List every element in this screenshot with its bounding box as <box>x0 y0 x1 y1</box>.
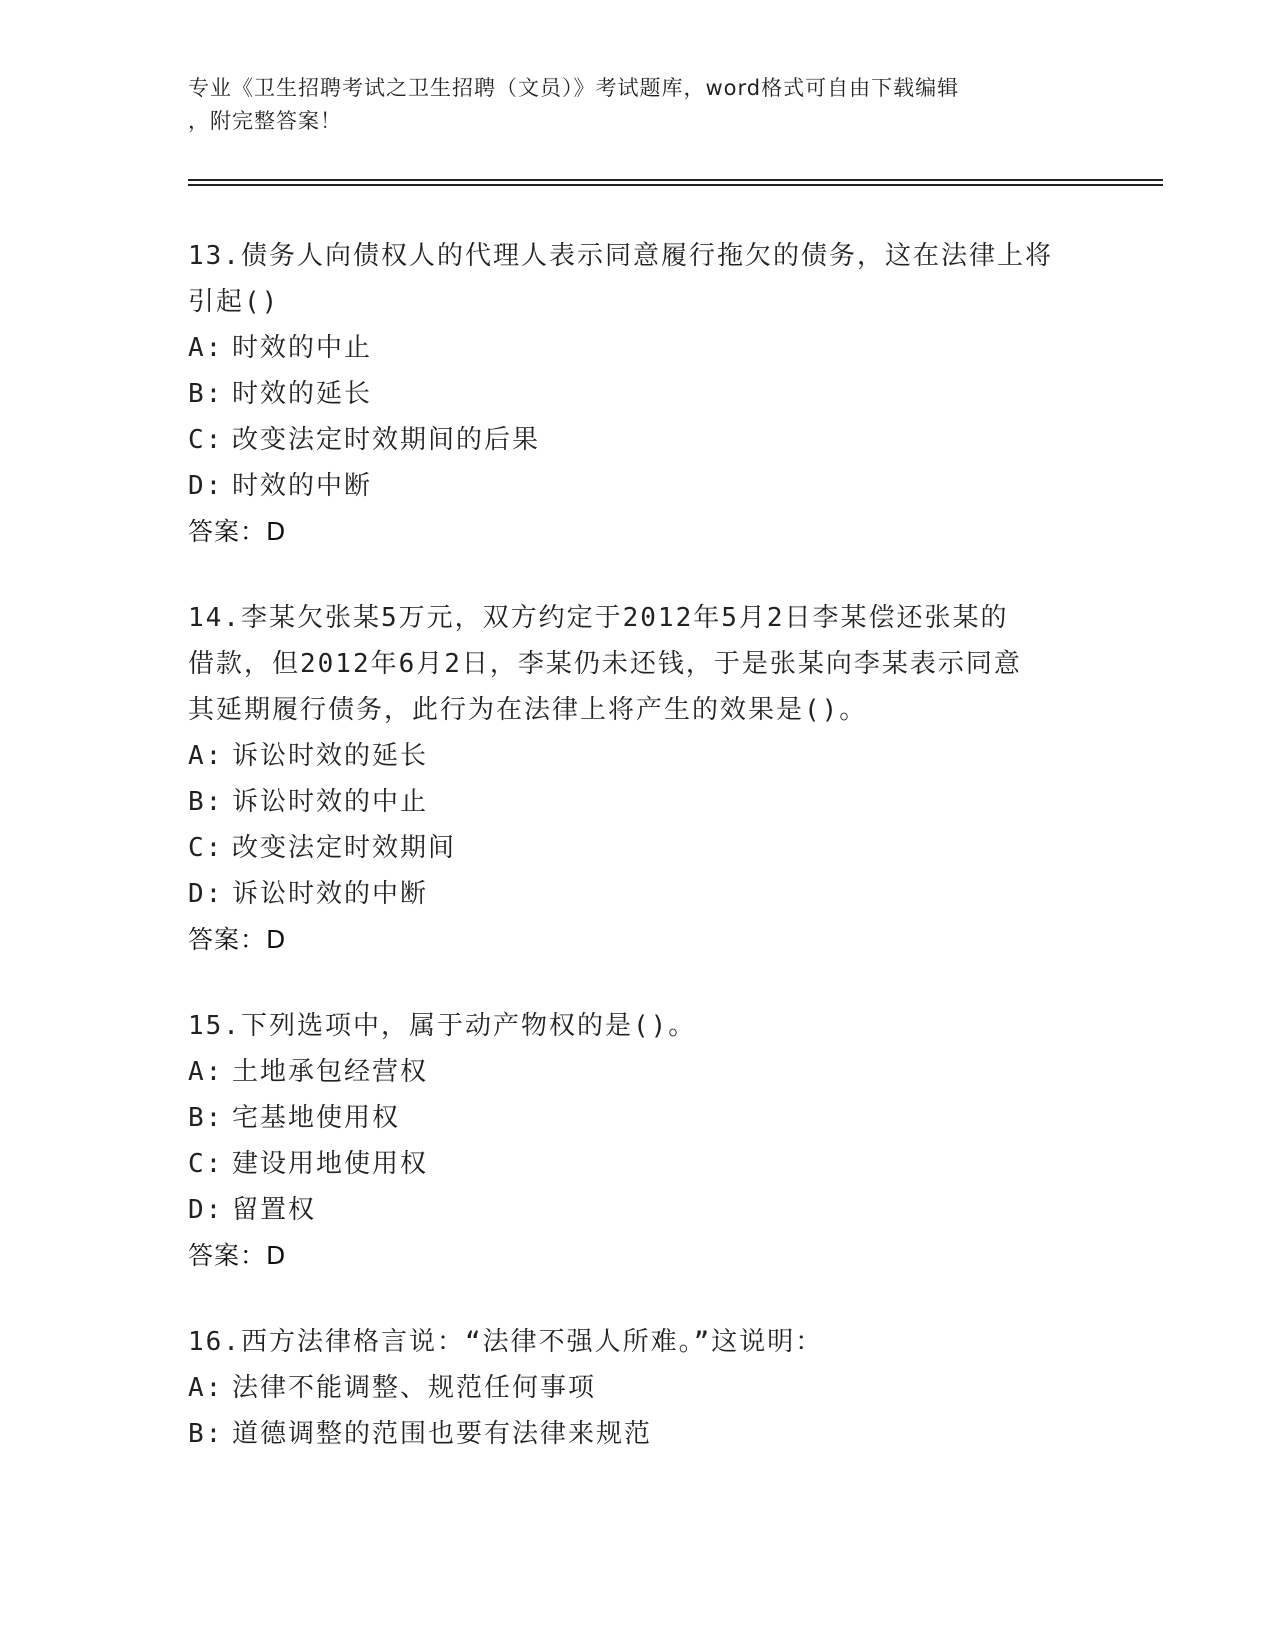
option-label: D: <box>188 879 224 909</box>
question-13 <box>188 233 1088 555</box>
question-stem-line: 13.债务人向债权人的代理人表示同意履行拖欠的债务，这在法律上将 <box>188 241 1053 271</box>
header-divider-top <box>188 179 1163 181</box>
option-b <box>188 371 1088 417</box>
option-text: 时效的延长 <box>232 379 373 409</box>
option-d <box>188 463 1088 509</box>
option-d <box>188 1187 1088 1233</box>
answer-line: 答案：D <box>188 517 287 546</box>
option-a <box>188 1365 1088 1411</box>
option-c <box>188 1141 1088 1187</box>
option-a <box>188 1049 1088 1095</box>
option-a <box>188 733 1088 779</box>
option-label: C: <box>188 425 224 455</box>
question-stem-line: 其延期履行债务，此行为在法律上将产生的效果是()。 <box>188 695 868 725</box>
answer-line: 答案：D <box>188 925 287 954</box>
document-header <box>188 72 1068 138</box>
question-list <box>188 233 1088 1497</box>
option-a <box>188 325 1088 371</box>
header-divider-bottom <box>188 184 1163 186</box>
option-c <box>188 825 1088 871</box>
option-label: B: <box>188 787 224 817</box>
option-label: C: <box>188 1149 224 1179</box>
option-b <box>188 1411 1088 1457</box>
option-b <box>188 779 1088 825</box>
option-text: 诉讼时效的中断 <box>232 879 429 909</box>
question-stem-line: 引起() <box>188 287 280 317</box>
question-stem-line: 借款，但2012年6月2日，李某仍未还钱，于是张某向李某表示同意 <box>188 649 1022 679</box>
option-text: 土地承包经营权 <box>232 1057 429 1087</box>
option-text: 诉讼时效的中止 <box>232 787 429 817</box>
question-15 <box>188 1003 1088 1279</box>
option-text: 改变法定时效期间的后果 <box>232 425 541 455</box>
option-text: 法律不能调整、规范任何事项 <box>232 1373 597 1403</box>
option-text: 建设用地使用权 <box>232 1149 429 1179</box>
option-label: A: <box>188 1057 224 1087</box>
option-label: D: <box>188 1195 224 1225</box>
question-16 <box>188 1319 1088 1457</box>
option-label: D: <box>188 471 224 501</box>
option-text: 时效的中止 <box>232 333 373 363</box>
option-text: 改变法定时效期间 <box>232 833 457 863</box>
option-label: B: <box>188 1419 224 1449</box>
option-label: A: <box>188 1373 224 1403</box>
option-text: 道德调整的范围也要有法律来规范 <box>232 1419 653 1449</box>
option-c <box>188 417 1088 463</box>
option-label: B: <box>188 1103 224 1133</box>
question-14 <box>188 595 1088 963</box>
answer-line: 答案：D <box>188 1241 287 1270</box>
option-d <box>188 871 1088 917</box>
question-stem-line: 15.下列选项中，属于动产物权的是()。 <box>188 1011 697 1041</box>
option-label: A: <box>188 741 224 771</box>
option-b <box>188 1095 1088 1141</box>
option-text: 时效的中断 <box>232 471 373 501</box>
option-label: A: <box>188 333 224 363</box>
option-text: 诉讼时效的延长 <box>232 741 429 771</box>
question-stem-line: 16.西方法律格言说：“法律不强人所难。”这说明： <box>188 1327 824 1357</box>
header-line-1: 专业《卫生招聘考试之卫生招聘（文员）》考试题库，word格式可自由下载编辑 <box>188 76 960 100</box>
header-line-2: ，附完整答案！ <box>188 109 342 133</box>
option-label: C: <box>188 833 224 863</box>
question-stem-line: 14.李某欠张某5万元，双方约定于2012年5月2日李某偿还张某的 <box>188 603 1009 633</box>
option-text: 留置权 <box>232 1195 317 1225</box>
option-text: 宅基地使用权 <box>232 1103 401 1133</box>
option-label: B: <box>188 379 224 409</box>
